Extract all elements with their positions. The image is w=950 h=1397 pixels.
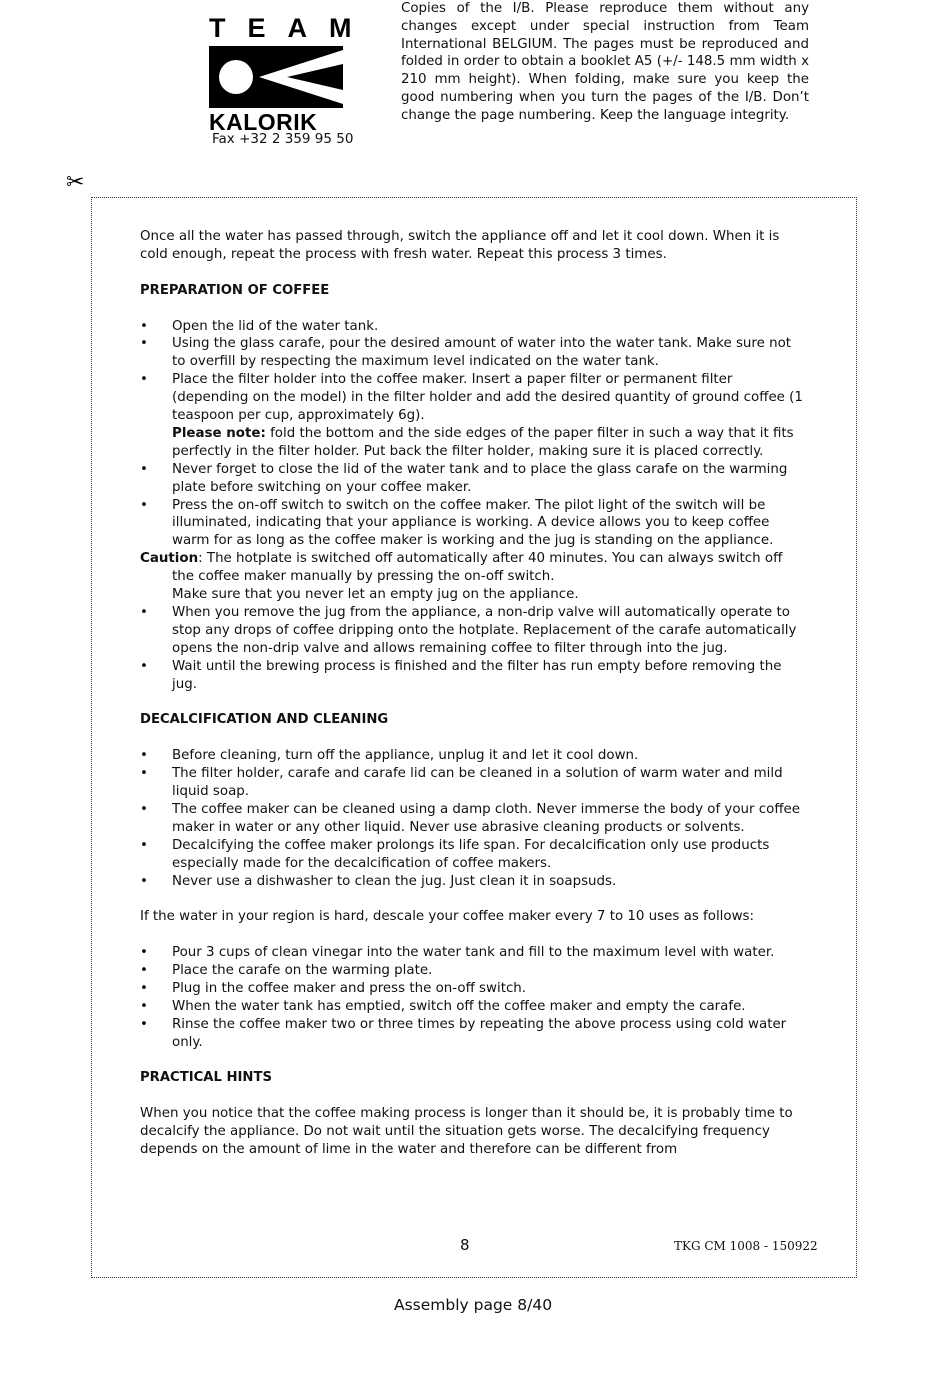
fax-number: Fax +32 2 359 95 50	[212, 131, 354, 147]
assembly-page-label: Assembly page 8/40	[394, 1296, 553, 1314]
list-item: • Place the carafe on the warming plate.	[140, 962, 808, 980]
list-item: • Open the lid of the water tank.	[140, 318, 808, 336]
heading-decalcification: DECALCIFICATION AND CLEANING	[140, 712, 389, 728]
caution-paragraph	[140, 550, 808, 586]
logo-team-text: TEAM	[209, 13, 374, 43]
preparation-list-continued	[140, 604, 808, 694]
list-item: • When the water tank has emptied, switch off the coffee maker and empty the carafe.	[140, 998, 808, 1016]
list-item: • Never forget to close the lid of the water tank and to place the glass carafe on the warming plate before switching on your coffee maker.	[140, 461, 808, 497]
hard-water-paragraph: If the water in your region is hard, descale your coffee maker every 7 to 10 uses as follows:	[140, 909, 755, 925]
list-item: • Decalcifying the coffee maker prolongs its life span. For decalcification only use products especially made for the decalcification of coffee makers.	[140, 837, 808, 873]
model-code: TKG CM 1008 - 150922	[674, 1239, 818, 1253]
note-text: fold the bottom and the side edges of the paper filter in such a way that it fits perfectly in the filter holder. Put back the filter holder, making sure it is placed correctly.	[172, 425, 794, 459]
caution-label: Caution	[140, 551, 199, 567]
list-item: • Using the glass carafe, pour the desired amount of water into the water tank. Make sure not to overfill by respecting the maximum level indicated on the water tank.	[140, 335, 808, 371]
hints-paragraph: When you notice that the coffee making process is longer than it should be, it is probably time to decalcify the appliance. Do not wait until the situation gets worse. The decalcifying frequency depends on the amount of lime in the water and therefore can be different from	[140, 1106, 793, 1158]
heading-practical-hints: PRACTICAL HINTS	[140, 1070, 272, 1086]
list-item-text: Place the filter holder into the coffee maker. Insert a paper filter or permanent filter (depending on the model) in the filter holder and add the desired quantity of ground coffee (1 teaspoon per cup, approximately 6g).	[172, 372, 803, 424]
list-item: • Rinse the coffee maker two or three times by repeating the above process using cold water only.	[140, 1016, 808, 1052]
reproduction-notice: Copies of the I/B. Please reproduce them without any changes except under special instruction from Team International BELGIUM. The pages must be reproduced and folded in order to obtain a booklet A5 (+/- 148.5 mm width x 210 mm height). When folding, make sure you keep the good numbering when you turn the pages of the I/B. Don’t change the page numbering. Keep the language integrity.	[401, 1, 809, 123]
list-item: • The coffee maker can be cleaned using a damp cloth. Never immerse the body of your coffee maker in water or any other liquid. Never use abrasive cleaning products or solvents.	[140, 801, 808, 837]
caution-text: : The hotplate is switched off automatically after 40 minutes. You can always switch off the coffee maker manually by pressing the on-off switch.	[172, 551, 783, 585]
list-item	[140, 371, 808, 461]
intro-paragraph: Once all the water has passed through, switch the appliance off and let it cool down. When it is cold enough, repeat the process with fresh water. Repeat this process 3 times.	[140, 229, 780, 262]
list-item: • The filter holder, carafe and carafe lid can be cleaned in a solution of warm water and mild liquid soap.	[140, 765, 808, 801]
list-item: • Pour 3 cups of clean vinegar into the water tank and fill to the maximum level with water.	[140, 944, 808, 962]
page-content	[140, 228, 808, 1159]
logo-kalorik-text: KALORIK	[209, 109, 318, 135]
page-number: 8	[460, 1236, 470, 1254]
caution-extra: Make sure that you never let an empty jug on the appliance.	[172, 587, 579, 603]
list-item: • Wait until the brewing process is finished and the filter has run empty before removing the jug.	[140, 658, 808, 694]
kalorik-k-mark-icon	[209, 46, 343, 108]
heading-preparation: PREPARATION OF COFFEE	[140, 282, 330, 298]
kalorik-logo	[209, 13, 374, 135]
preparation-list	[140, 318, 808, 551]
list-item: • Press the on-off switch to switch on the coffee maker. The pilot light of the switch will be illuminated, indicating that your appliance is working. A device allows you to keep coffee warm for as long as the coffee maker is working and the jug is standing on the appliance.	[140, 497, 808, 551]
list-item: • Never use a dishwasher to clean the jug. Just clean it in soapsuds.	[140, 873, 808, 891]
note-label: Please note:	[172, 425, 266, 441]
scissors-icon: ✂	[66, 170, 85, 195]
list-item: • Before cleaning, turn off the appliance, unplug it and let it cool down.	[140, 747, 808, 765]
list-item: • Plug in the coffee maker and press the on-off switch.	[140, 980, 808, 998]
descale-list	[140, 944, 808, 1051]
cleaning-list	[140, 747, 808, 890]
list-item: • When you remove the jug from the appliance, a non-drip valve will automatically operate to stop any drops of coffee dripping onto the hotplate. Replacement of the carafe automatically opens the non-drip valve and allows remaining coffee to filter through into the jug.	[140, 604, 808, 658]
